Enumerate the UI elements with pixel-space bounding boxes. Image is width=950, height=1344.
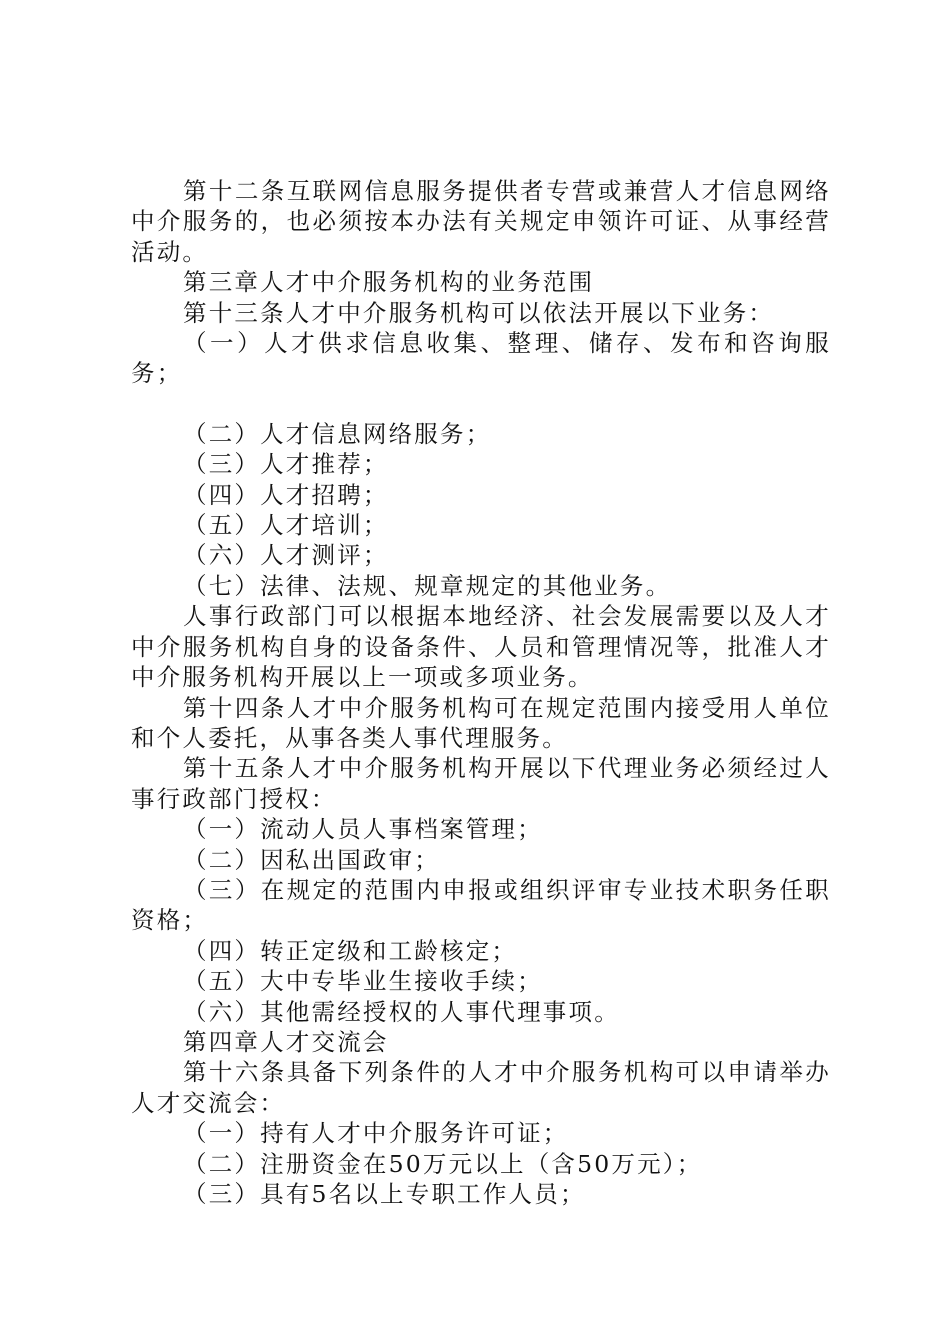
document-body [131,176,831,1209]
chapter-3-heading: 第三章人才中介服务机构的业务范围 [183,268,595,297]
list-item: （六）人才测评； [183,541,389,570]
list-item: （一）持有人才中介服务许可证； [183,1119,569,1148]
list-item: （五）大中专毕业生接收手续； [183,967,543,996]
list-item: （三）人才推荐； [183,450,389,479]
list-item: （二）注册资金在50万元以上（含50万元）； [183,1149,703,1178]
list-item: （四）转正定级和工龄核定； [183,936,518,965]
article-15-paragraph: 第十五条人才中介服务机构开展以下代理业务必须经过人事行政部门授权： [131,754,831,813]
list-item: （一）流动人员人事档案管理； [183,815,543,844]
list-item: （二）因私出国政审； [183,845,440,874]
list-item: （二）人才信息网络服务； [183,419,492,448]
chapter-4-heading: 第四章人才交流会 [183,1027,389,1056]
approval-paragraph: 人事行政部门可以根据本地经济、社会发展需要以及人才中介服务机构自身的设备条件、人员和管理情况等，批准人才中介服务机构开展以上一项或多项业务。 [131,602,831,692]
list-item: （一）人才供求信息收集、整理、储存、发布和咨询服务； [131,329,831,388]
article-13-paragraph: 第十三条人才中介服务机构可以依法开展以下业务： [183,298,775,327]
list-item: （四）人才招聘； [183,480,389,509]
list-item: （三）具有5名以上专职工作人员； [183,1180,586,1208]
list-item: （六）其他需经授权的人事代理事项。 [183,997,620,1026]
article-14-paragraph: 第十四条人才中介服务机构可在规定范围内接受用人单位和个人委托，从事各类人事代理服务。 [131,693,831,752]
article-16-paragraph: 第十六条具备下列条件的人才中介服务机构可以申请举办人才交流会： [131,1058,831,1117]
list-item: （七）法律、法规、规章规定的其他业务。 [183,571,672,600]
article-12-paragraph: 第十二条互联网信息服务提供者专营或兼营人才信息网络中介服务的，也必须按本办法有关规定申领许可证、从事经营活动。 [131,177,831,266]
list-item: （五）人才培训； [183,511,389,540]
list-item: （三）在规定的范围内申报或组织评审专业技术职务任职资格； [131,875,831,935]
